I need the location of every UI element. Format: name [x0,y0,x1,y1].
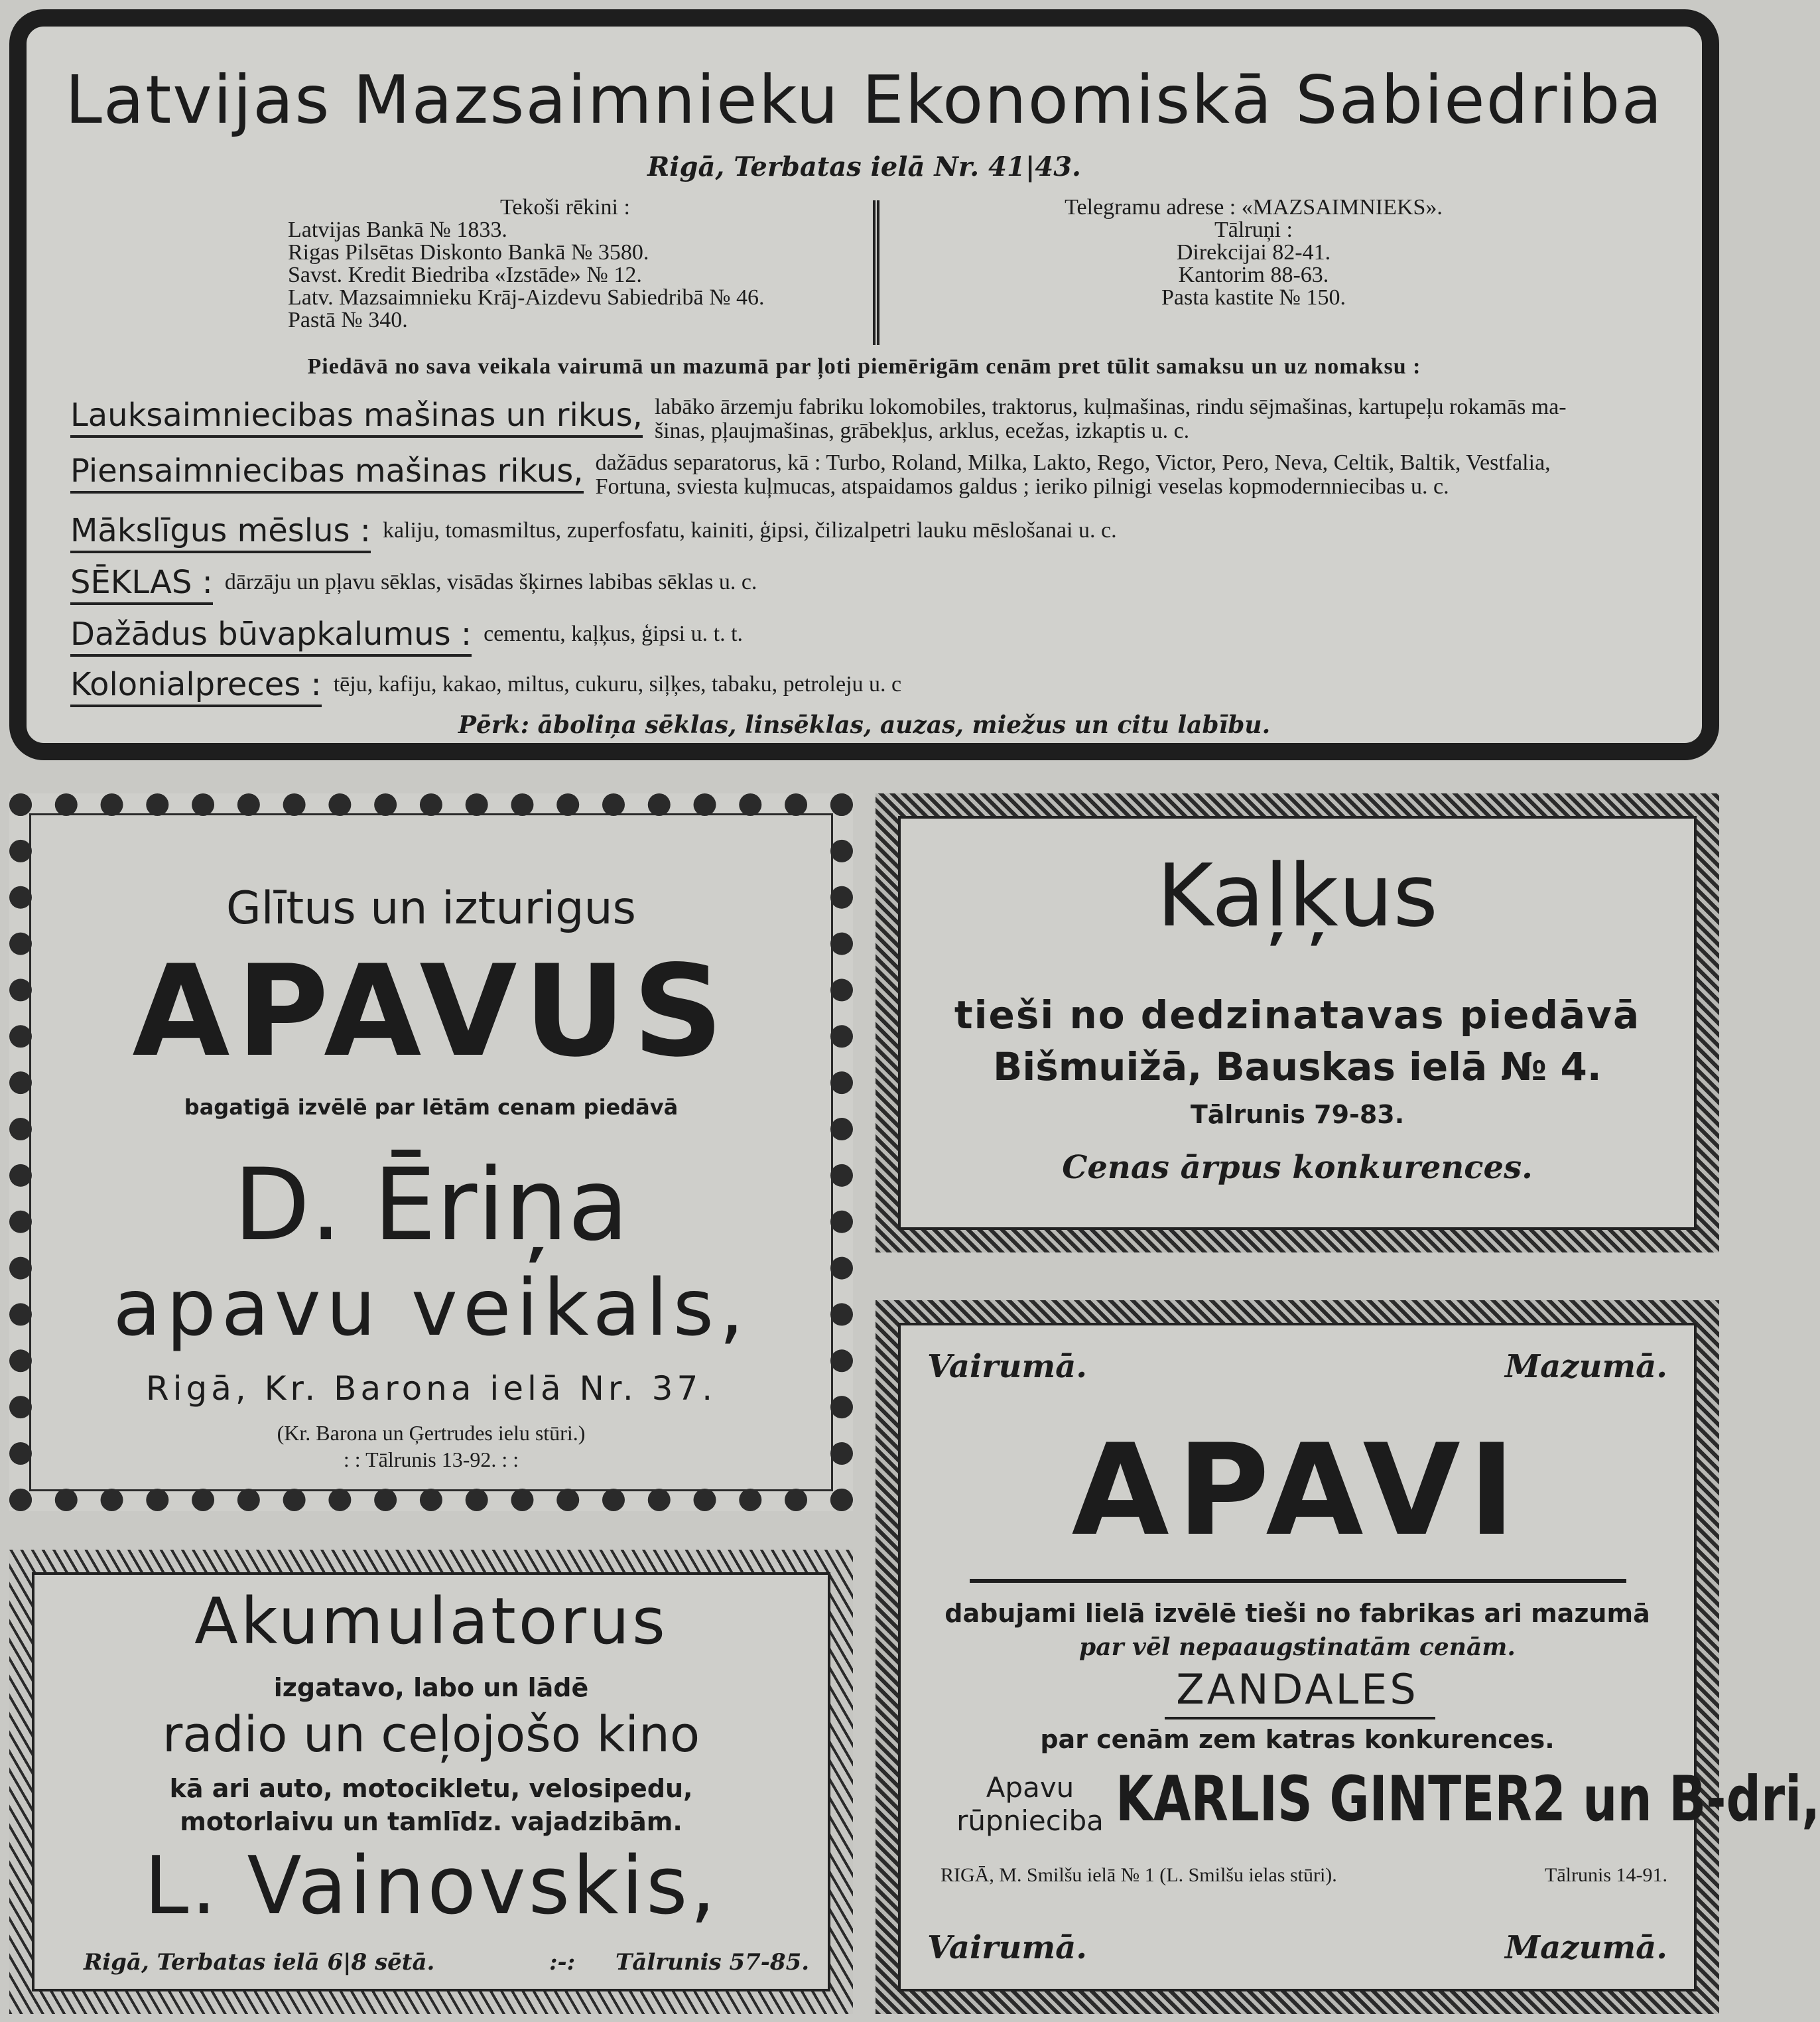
category-row [70,395,1689,443]
category-label: Mākslīgus mēslus : [70,511,371,553]
accounts-heading: Tekoši rēkini : [500,195,630,220]
ad-line: dabujami lielā izvēlē tieši no fabrikas ari mazumā [944,1599,1650,1628]
ad-mazsaimnieku [9,9,1719,760]
telegram-address: Telegramu adrese : «MAZSAIMNIEKS». [1065,195,1443,220]
category-row [70,451,1689,499]
account-line: Latv. Mazsaimnieku Krāj-Aizdevu Sabiedribā № 46. [288,285,765,310]
column-divider [873,200,879,345]
ad-line: par vēl nepaaugstinatām cenām. [1079,1633,1516,1661]
ad-line: tieši no dedzinatavas piedāvā [954,992,1641,1038]
factory-label [954,1771,1106,1838]
phones-heading: Tālruņi : [1214,218,1293,242]
ad-line: radio un ceļojošo kino [162,1706,700,1763]
category-label: SĒKLAS : [70,563,213,605]
ad-line: motorlaivu un tamlīdz. vajadzibām. [180,1807,682,1836]
category-row [70,511,1689,553]
category-row [70,614,1689,657]
phone-line: Kantorim 88-63. [1178,263,1329,287]
shop-type: apavu veikals, [113,1262,749,1353]
category-desc: tēju, kafiju, kakao, miltus, cukuru, siļķes, tabaku, petroleju u. c [333,672,902,697]
accounts-block [288,196,872,332]
ad-headline: Kaļķus [1156,845,1439,946]
wholesale-label: Vairumā. [927,1929,1087,1966]
company-phone: Tālrunis 14-91. [1545,1864,1667,1886]
shop-phone: : : Tālrunis 13-92. : : [343,1448,519,1471]
account-line: Savst. Kredit Biedriba «Izstāde» № 12. [288,263,642,287]
category-label: Piensaimniecibas mašinas rikus, [70,451,584,494]
category-row [70,665,1689,707]
retail-label: Mazumā. [1505,1348,1667,1385]
account-line: Latvijas Bankā № 1833. [288,218,507,242]
ad-line: ZANDALES [1176,1665,1419,1714]
company-name: KARLIS GINTER2 un B-dri, [1116,1763,1820,1836]
ad-headline: APAVI [1071,1417,1524,1564]
ad-address: Bišmuižā, Bauskas ielā № 4. [993,1044,1602,1089]
category-desc: dārzāju un pļavu sēklas, visādas šķirnes labibas sēklas u. c. [224,570,757,594]
shop-address: Rigā, Kr. Barona ielā Nr. 37. [145,1369,717,1408]
rule [1165,1717,1435,1719]
ad-owner: L. Vainovskis, [144,1840,718,1932]
ad-subline: bagatigā izvēlē par lētām cenam piedāvā [184,1095,679,1120]
retail-label: Mazumā. [1505,1929,1667,1966]
category-desc: kaliju, tomasmiltus, zuperfosfatu, kainiti, ģipsi, čilizalpetri lauku mēslošanai u. c. [382,518,1117,543]
category-row [70,563,1689,605]
rule [970,1579,1626,1583]
ad-line: izgatavo, labo un lādē [273,1673,589,1702]
ad-erina [9,793,853,1511]
wholesale-label: Vairumā. [927,1348,1087,1385]
ad-title: Latvijas Mazsaimnieku Ekonomiskā Sabiedriba [65,61,1663,139]
ad-phone: Tālrunis 57-85. [616,1949,810,1976]
ad-line: par cenām zem katras konkurences. [1040,1725,1555,1754]
ad-phone: Tālrunis 79-83. [1190,1100,1405,1129]
phone-line: Pasta kastite № 150. [1161,285,1346,310]
buy-line: Pērk: āboliņa sēklas, linsēklas, auzas, miežus un citu labību. [458,711,1271,739]
category-desc: Fortuna, sviesta kuļmucas, atspaidamos galdus ; ieriko pilnigi veselas kopmodernniecibas u. c. [595,474,1449,499]
contacts-block [889,196,1618,309]
category-label: Kolonialpreces : [70,665,322,707]
category-desc: cementu, kaļķus, ģipsi u. t. t. [484,622,744,646]
category-desc: labāko ārzemju fabriku lokomobiles, traktorus, kuļmašinas, rindu sējmašinas, kartupeļu rokamās ma- [654,395,1567,419]
category-desc: dažādus separatorus, kā : Turbo, Roland, Milka, Lakto, Rego, Victor, Pero, Neva, Celtik, Baltik, Vestfalia, [595,450,1551,475]
ad-intro: Glītus un izturigus [226,882,636,935]
category-label: Lauksaimniecibas mašinas un rikus, [70,395,643,438]
factory-label-2: rūpnieciba [956,1804,1104,1837]
offer-text: Piedāvā no sava veikala vairumā un mazumā par ļoti piemērigām cenām pret tūlit samaksu un uz nomaksu : [307,354,1421,379]
ad-address: Rigā, Terbatas ielā Nr. 41|43. [647,151,1081,182]
ad-ginters [876,1300,1820,2014]
ad-vainovskis [9,1550,853,2014]
ad-slogan: Cenas ārpus konkurences. [1062,1149,1533,1186]
category-desc: šinas, pļaujmašinas, grābekļus, arklus, ecežas, izkaptis u. c. [654,419,1190,443]
ad-headline: Akumulatorus [194,1584,668,1658]
ad-headline: APAVUS [132,938,730,1085]
factory-label-1: Apavu [986,1771,1074,1804]
phone-line: Direkcijai 82-41. [1176,240,1331,265]
ad-kalkus [876,793,1719,1252]
ad-line: kā ari auto, motocikletu, velosipedu, [169,1774,693,1803]
shop-owner: D. Ēriņa [233,1148,629,1263]
account-line: Rigas Pilsētas Diskonto Bankā № 3580. [288,240,649,265]
ad-separator: :-: [549,1949,576,1976]
shop-corner: (Kr. Barona un Ģertrudes ielu stūri.) [277,1421,586,1445]
account-line: Pastā № 340. [288,308,408,332]
ad-address: Rigā, Terbatas ielā 6|8 sētā. [84,1949,435,1976]
category-label: Dažādus būvapkalumus : [70,614,472,657]
company-address: RIGĀ, M. Smilšu ielā № 1 (L. Smilšu ielas stūri). [941,1864,1337,1886]
